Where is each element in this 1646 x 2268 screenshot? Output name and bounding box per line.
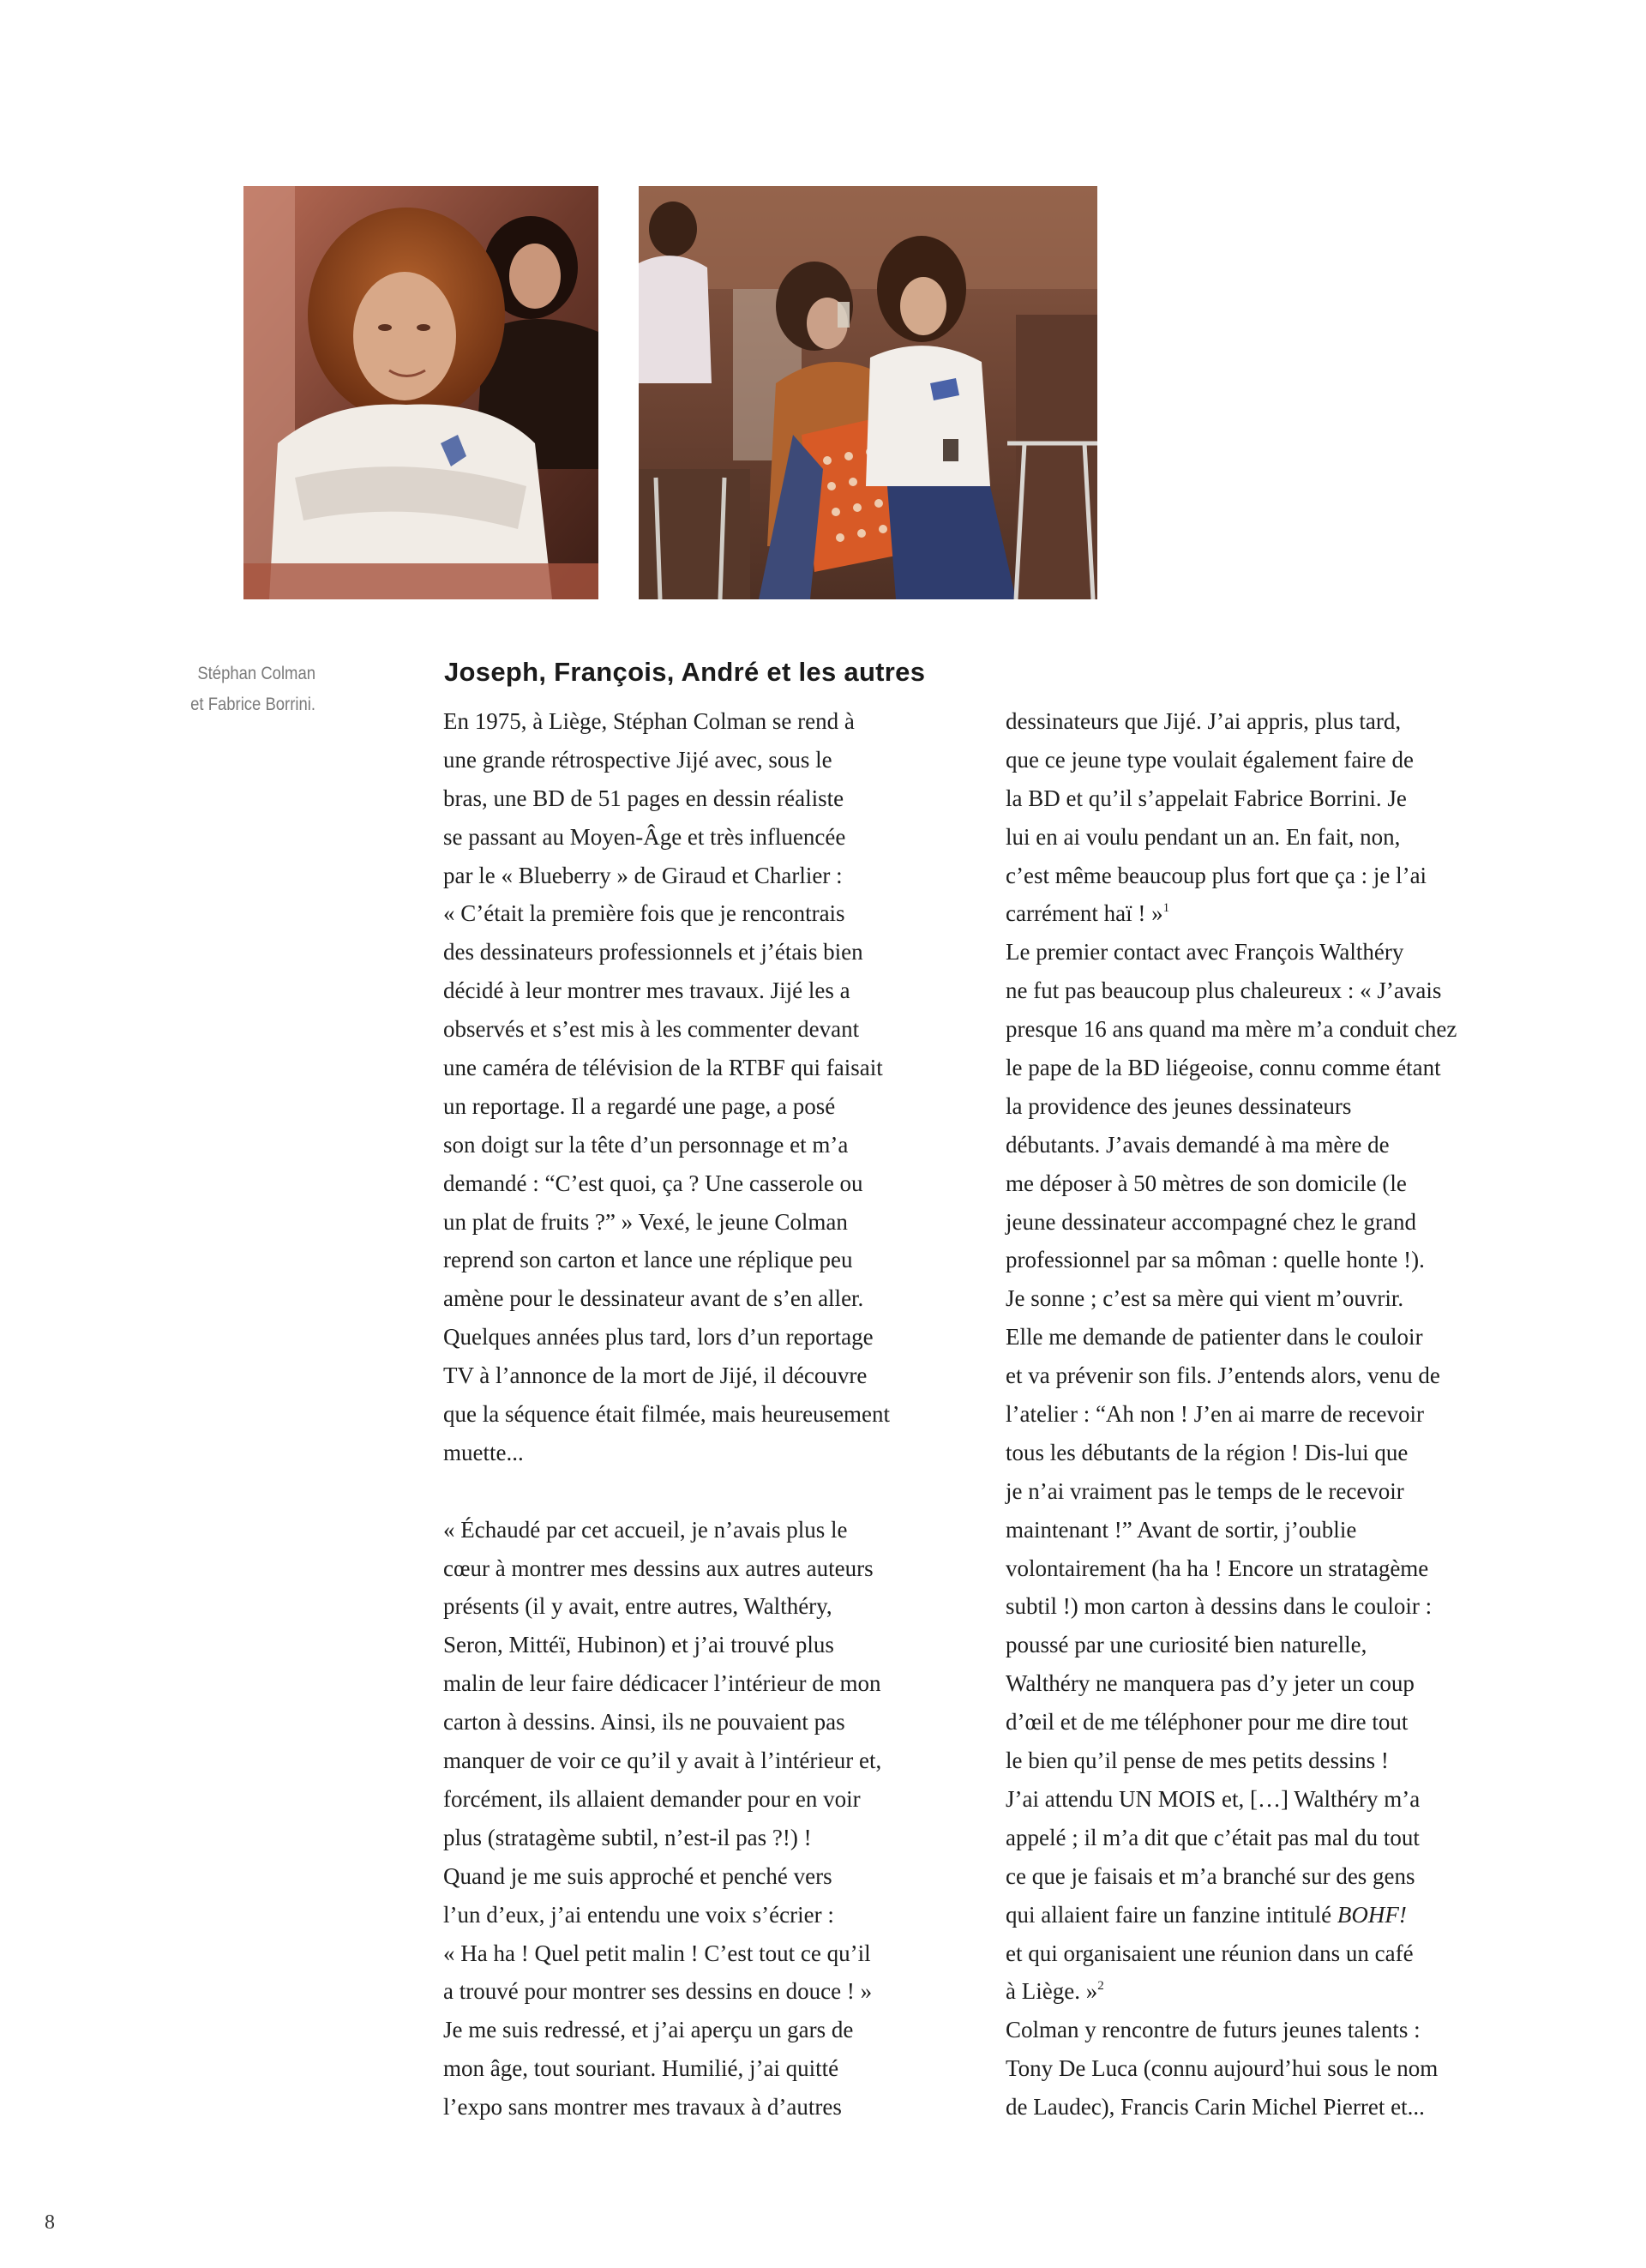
photo-stephan-colman-image: [243, 186, 598, 599]
text-line: ce que je faisais et m’a branché sur des gens: [1006, 1862, 1415, 1889]
text-line: [1006, 1972, 1546, 2011]
text-line: TV à l’annonce de la mort de Jijé, il découvre: [443, 1363, 868, 1389]
caption-line-2: et Fabrice Borrini.: [190, 695, 315, 714]
text-line: le pape de la BD liégeoise, connu comme étant: [1006, 1055, 1441, 1081]
text-line: mon âge, tout souriant. Humilié, j’ai quitté: [443, 2055, 839, 2082]
text-line: me déposer à 50 mètres de son domicile (le: [1006, 1170, 1407, 1196]
text-line: une caméra de télévision de la RTBF qui faisait: [443, 1055, 883, 1081]
text-line: l’un d’eux, j’ai entendu une voix s’écrier :: [443, 1901, 834, 1928]
text-line: appelé ; il m’a dit que c’était pas mal du tout: [1006, 1824, 1420, 1850]
text-line: la BD et qu’il s’appelait Fabrice Borrini. Je: [1006, 785, 1407, 811]
text-line: dessinateurs que Jijé. J’ai appris, plus tard,: [1006, 708, 1402, 734]
text-line: J’ai attendu UN MOIS et, […] Walthéry m’a: [1006, 1785, 1421, 1812]
text-line: et qui organisaient une réunion dans un café: [1006, 1940, 1414, 1966]
text-line: malin de leur faire dédicacer l’intérieur de mon: [443, 1670, 881, 1697]
footnote-ref-2: 2: [1097, 1979, 1104, 1994]
text-line: des dessinateurs professionnels et j’étais bien: [443, 939, 863, 966]
text-column-1: [443, 702, 975, 2127]
text-line: Le premier contact avec François Walthéry: [1006, 939, 1404, 966]
text-line: Quand je me suis approché et penché vers: [443, 1862, 832, 1889]
text-line: Tony De Luca (connu aujourd’hui sous le nom: [1006, 2055, 1439, 2082]
text-line: « Échaudé par cet accueil, je n’avais plus le: [443, 1516, 848, 1543]
text-line: Je me suis redressé, et j’ai aperçu un gars de: [443, 2017, 854, 2043]
text-line: observés et s’est mis à les commenter devant: [443, 1016, 860, 1043]
text-line: cœur à montrer mes dessins aux autres auteurs: [443, 1555, 874, 1581]
text-line: demandé : “C’est quoi, ça ? Une casserole ou: [443, 1170, 863, 1196]
text-line: c’est même beaucoup plus fort que ça : je l’ai: [1006, 862, 1427, 888]
text-line: forcément, ils allaient demander pour en voir: [443, 1785, 861, 1812]
text-line: présents (il y avait, entre autres, Walthéry,: [443, 1593, 832, 1620]
text-line-content: carrément haï ! »: [1006, 900, 1163, 927]
text-line: et va prévenir son fils. J’entends alors, venu de: [1006, 1363, 1440, 1389]
caption-line-1: Stéphan Colman: [197, 664, 315, 683]
text-line: le bien qu’il pense de mes petits dessins !: [1006, 1748, 1389, 1774]
text-line: amène pour le dessinateur avant de s’en aller.: [443, 1285, 864, 1312]
text-line: subtil !) mon carton à dessins dans le couloir :: [1006, 1593, 1433, 1620]
text-line: de Laudec), Francis Carin Michel Pierret et...: [1006, 2094, 1425, 2121]
text-line: l’atelier : “Ah non ! J’en ai marre de recevoir: [1006, 1401, 1425, 1428]
text-line: débutants. J’avais demandé à ma mère de: [1006, 1131, 1390, 1158]
text-line: reprend son carton et lance une réplique peu: [443, 1247, 853, 1273]
text-line: un reportage. Il a regardé une page, a posé: [443, 1092, 836, 1119]
photo-caption: [151, 659, 315, 720]
photo-cafe-group-image: [639, 186, 1097, 599]
text-line: jeune dessinateur accompagné chez le grand: [1006, 1208, 1417, 1235]
photo-cafe-group: [639, 186, 1097, 599]
text-line: carton à dessins. Ainsi, ils ne pouvaient pas: [443, 1709, 845, 1736]
fanzine-title: BOHF!: [1337, 1901, 1407, 1928]
text-line-content: qui allaient faire un fanzine intitulé: [1006, 1901, 1337, 1928]
text-line: Seron, Mittéï, Hubinon) et j’ai trouvé plus: [443, 1632, 834, 1658]
text-line: d’œil et de me téléphoner pour me dire tout: [1006, 1709, 1409, 1736]
text-line: plus (stratagème subtil, n’est-il pas ?!) !: [443, 1824, 812, 1850]
text-line: muette...: [443, 1439, 524, 1465]
text-column-2: [1006, 702, 1546, 2127]
text-line: décidé à leur montrer mes travaux. Jijé les a: [443, 978, 850, 1004]
text-line: « C’était la première fois que je rencontrais: [443, 900, 845, 927]
text-line: professionnel par sa môman : quelle honte !).: [1006, 1247, 1425, 1273]
text-line: que la séquence était filmée, mais heureusement: [443, 1401, 891, 1428]
text-line: un plat de fruits ?” » Vexé, le jeune Colman: [443, 1208, 848, 1235]
text-line: Walthéry ne manquera pas d’y jeter un coup: [1006, 1670, 1415, 1697]
text-line: son doigt sur la tête d’un personnage et m’a: [443, 1131, 849, 1158]
text-line: maintenant !” Avant de sortir, j’oublie: [1006, 1516, 1357, 1543]
text-line: poussé par une curiosité bien naturelle,: [1006, 1632, 1367, 1658]
text-line: Colman y rencontre de futurs jeunes talents :: [1006, 2017, 1421, 2043]
text-line-content: à Liège. »: [1006, 1978, 1098, 2005]
text-line: lui en ai voulu pendant un an. En fait, non,: [1006, 823, 1401, 850]
photo-stephan-colman: [243, 186, 598, 599]
text-line: une grande rétrospective Jijé avec, sous le: [443, 746, 832, 773]
text-line: presque 16 ans quand ma mère m’a conduit chez: [1006, 1016, 1457, 1043]
text-line: bras, une BD de 51 pages en dessin réaliste: [443, 785, 844, 811]
text-line: Quelques années plus tard, lors d’un reportage: [443, 1324, 874, 1351]
text-line: que ce jeune type voulait également faire de: [1006, 746, 1415, 773]
text-line: Je sonne ; c’est sa mère qui vient m’ouvrir.: [1006, 1285, 1404, 1312]
text-line: manquer de voir ce qu’il y avait à l’intérieur et,: [443, 1748, 882, 1774]
text-line: [1006, 894, 1546, 933]
text-line: [1006, 1896, 1546, 1934]
text-line: a trouvé pour montrer ses dessins en douce ! »: [443, 1978, 873, 2005]
page-number: 8: [45, 2211, 55, 2234]
section-heading: Joseph, François, André et les autres: [444, 657, 926, 687]
blank-line: [443, 1472, 975, 1511]
text-line: se passant au Moyen-Âge et très influencée: [443, 823, 846, 850]
text-line: « Ha ha ! Quel petit malin ! C’est tout ce qu’il: [443, 1940, 871, 1966]
text-line: Elle me demande de patienter dans le couloir: [1006, 1324, 1423, 1351]
footnote-ref-1: 1: [1162, 901, 1170, 916]
text-line: par le « Blueberry » de Giraud et Charlier :: [443, 862, 843, 888]
text-line: En 1975, à Liège, Stéphan Colman se rend à: [443, 708, 855, 734]
text-line: la providence des jeunes dessinateurs: [1006, 1092, 1352, 1119]
text-line: ne fut pas beaucoup plus chaleureux : « J’avais: [1006, 978, 1442, 1004]
text-line: l’expo sans montrer mes travaux à d’autres: [443, 2094, 842, 2121]
text-line: tous les débutants de la région ! Dis-lui que: [1006, 1439, 1409, 1465]
text-line: je n’ai vraiment pas le temps de le recevoir: [1006, 1477, 1404, 1504]
text-line: volontairement (ha ha ! Encore un stratagème: [1006, 1555, 1429, 1581]
